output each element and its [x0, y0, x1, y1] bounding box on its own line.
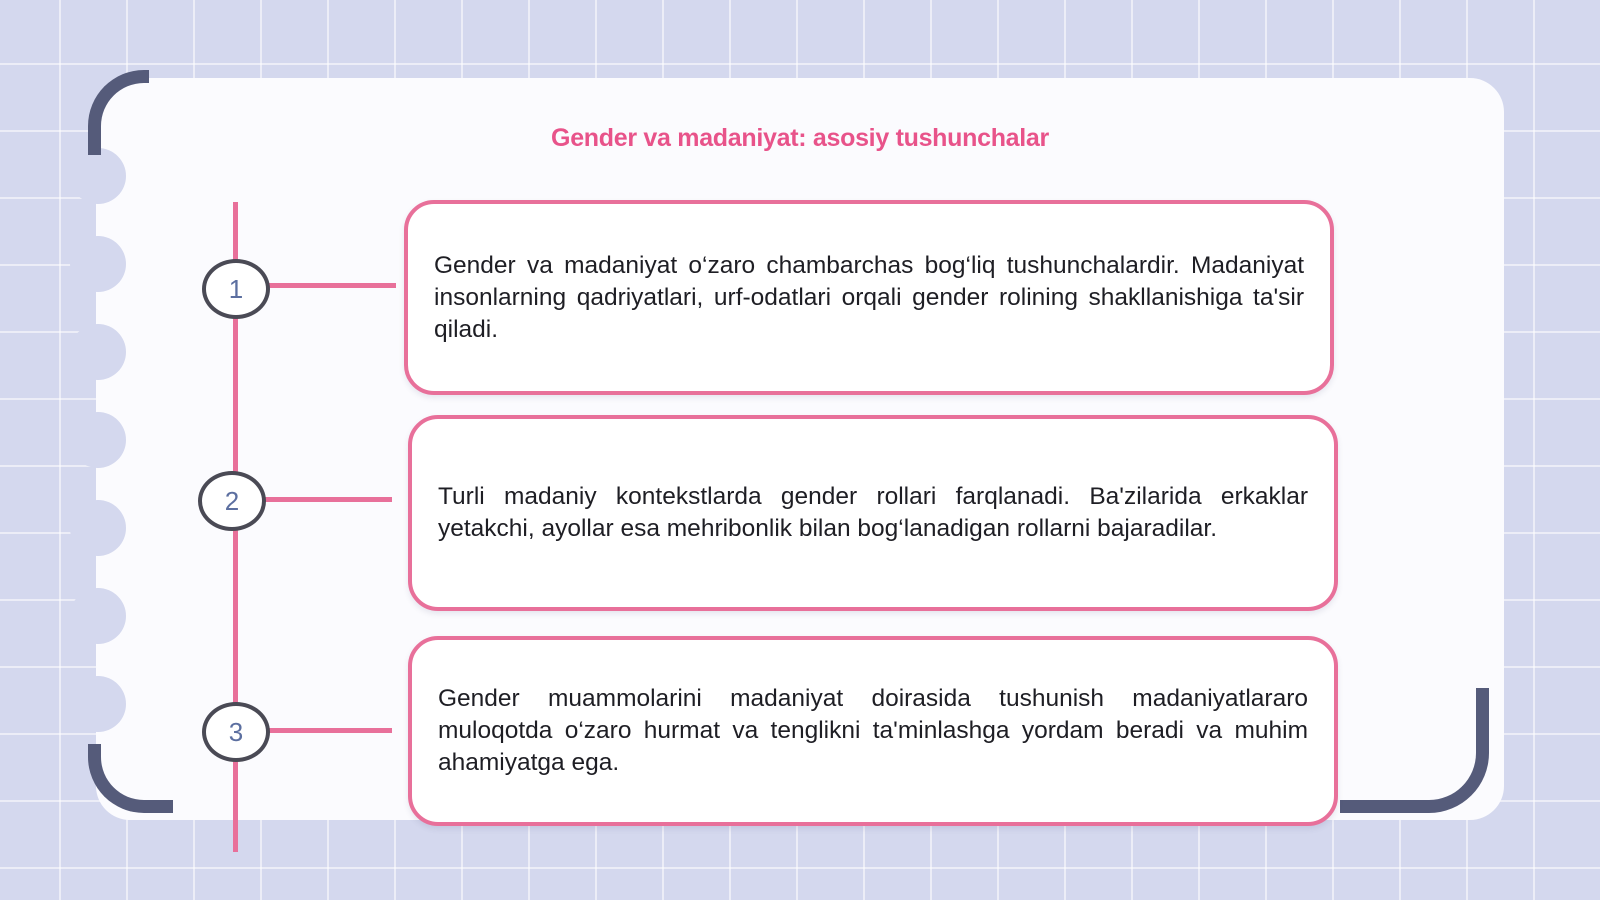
scallop-edge	[70, 236, 126, 292]
timeline-marker-2: 2	[198, 471, 266, 531]
scallop-edge	[70, 148, 126, 204]
scallop-edge	[70, 676, 126, 732]
scallop-edge	[70, 324, 126, 380]
card-text: Gender va madaniyat o‘zaro chambarchas bog‘liq tushunchalardir. Madaniyat insonlarning qadriyatlari, urf-odatlari orqali gender rolining shakllanishiga ta'sir qiladi.	[434, 251, 1304, 343]
frame-corner-bottom-right	[1340, 688, 1489, 813]
scallop-edge	[70, 588, 126, 644]
card-text: Turli madaniy kontekstlarda gender rollari farqlanadi. Ba'zilarida erkaklar yetakchi, ayollar esa mehribonlik bilan bog‘lanadigan rollarni bajaradilar.	[438, 483, 1308, 542]
timeline-marker-3: 3	[202, 702, 270, 762]
timeline-marker-1: 1	[202, 259, 270, 319]
timeline-card-3	[408, 636, 1338, 826]
timeline-connector-2	[262, 497, 392, 502]
timeline-card-2	[408, 415, 1338, 611]
scallop-edge	[70, 500, 126, 556]
timeline-connector-3	[266, 728, 392, 733]
timeline-card-1	[404, 200, 1334, 395]
slide-title: Gender va madaniyat: asosiy tushunchalar	[551, 124, 1049, 152]
card-text: Gender muammolarini madaniyat doirasida tushunish madaniyatlararo muloqotda o‘zaro hurmat va tenglikni ta'minlashga yordam beradi va muhim ahamiyatga ega.	[438, 685, 1308, 776]
timeline-connector-1	[266, 283, 396, 288]
scallop-edge	[70, 412, 126, 468]
